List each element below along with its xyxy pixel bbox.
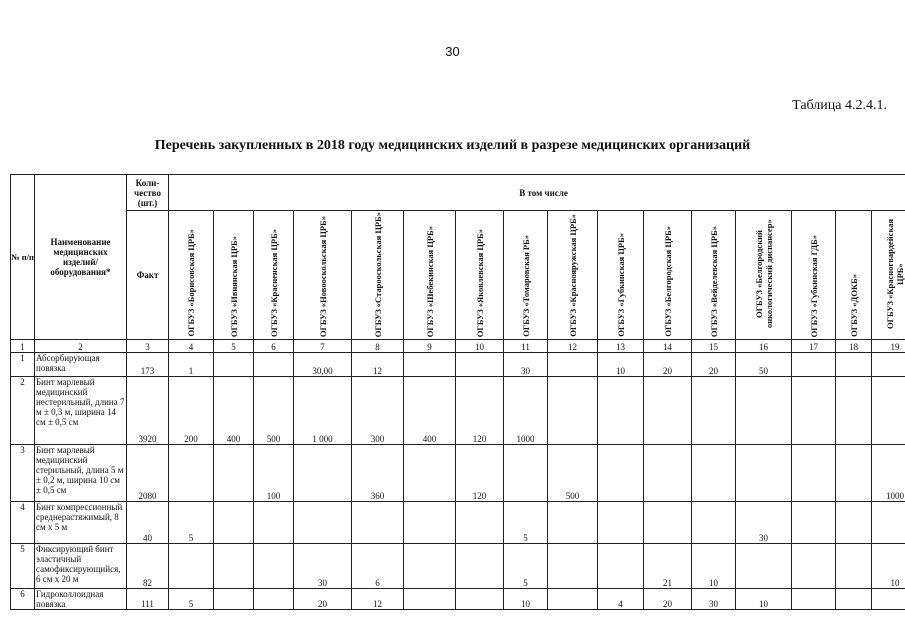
col-index: 7 [294, 340, 352, 353]
org-value-cell [644, 502, 692, 544]
org-value-cell: 10 [504, 589, 548, 610]
row-number-cell: 4 [11, 502, 35, 544]
org-header: ОГБУЗ «Белгородский онкологический диспансер» [736, 211, 792, 340]
org-header: ОГБУЗ «Красногвардейская ЦРБ» [872, 211, 905, 340]
org-value-cell: 20 [692, 353, 736, 377]
col-index: 14 [644, 340, 692, 353]
col-index: 4 [169, 340, 214, 353]
org-header: ОГБУЗ «Новооскольская ЦРБ» [294, 211, 352, 340]
row-number-cell: 1 [11, 353, 35, 377]
column-index-row [11, 340, 905, 353]
fact-cell: 111 [127, 589, 169, 610]
table-row [11, 502, 905, 544]
col-index: 5 [214, 340, 254, 353]
org-value-cell [836, 502, 872, 544]
org-value-cell [456, 502, 504, 544]
col-index: 2 [35, 340, 127, 353]
org-header: ОГБУЗ «Старооскольская ЦРБ» [352, 211, 404, 340]
table-row [11, 377, 905, 445]
org-value-cell: 30 [692, 589, 736, 610]
org-value-cell: 12 [352, 353, 404, 377]
org-header: ОГБУЗ «ДОКБ» [836, 211, 872, 340]
org-value-cell: 50 [736, 353, 792, 377]
org-value-cell: 300 [352, 377, 404, 445]
org-value-cell [644, 377, 692, 445]
org-value-cell: 1 000 [294, 377, 352, 445]
org-value-cell [692, 377, 736, 445]
row-number-cell: 5 [11, 544, 35, 589]
org-value-cell: 4 [598, 589, 644, 610]
fact-cell: 40 [127, 502, 169, 544]
row-number-cell: 6 [11, 589, 35, 610]
procurement-table [10, 174, 905, 610]
org-value-cell [736, 544, 792, 589]
org-value-cell [548, 589, 598, 610]
org-value-cell: 5 [504, 544, 548, 589]
org-value-cell [836, 445, 872, 502]
org-value-cell [598, 377, 644, 445]
org-value-cell [404, 589, 456, 610]
row-number-cell: 2 [11, 377, 35, 445]
org-header: ОГБУЗ «Яковлевская ЦРБ» [456, 211, 504, 340]
org-value-cell: 400 [214, 377, 254, 445]
org-value-cell [644, 445, 692, 502]
org-value-cell [169, 445, 214, 502]
org-value-cell: 5 [169, 502, 214, 544]
org-value-cell [404, 544, 456, 589]
header-qty: Коли-чество (шт.) [127, 175, 169, 211]
org-value-cell [792, 544, 836, 589]
org-value-cell [214, 544, 254, 589]
table-row [11, 544, 905, 589]
org-value-cell: 500 [548, 445, 598, 502]
org-header: ОГБУЗ «Вейделевская ЦРБ» [692, 211, 736, 340]
org-value-cell [872, 353, 905, 377]
col-index: 6 [254, 340, 294, 353]
col-index: 1 [11, 340, 35, 353]
col-index: 9 [404, 340, 456, 353]
org-value-cell [294, 502, 352, 544]
org-value-cell [792, 445, 836, 502]
header-num: № п/п [11, 175, 35, 340]
org-value-cell [872, 377, 905, 445]
org-value-cell [736, 377, 792, 445]
org-value-cell [294, 445, 352, 502]
org-value-cell [548, 502, 598, 544]
page-number: 30 [445, 44, 460, 59]
org-value-cell [872, 502, 905, 544]
header-in-total: В том числе [169, 175, 905, 211]
org-value-cell [598, 502, 644, 544]
org-value-cell: 120 [456, 445, 504, 502]
org-value-cell: 30 [736, 502, 792, 544]
col-index: 12 [548, 340, 598, 353]
col-index: 15 [692, 340, 736, 353]
org-value-cell: 10 [872, 544, 905, 589]
org-value-cell [169, 544, 214, 589]
item-name-cell: Бинт марлевый медицинский нестерильный, длина 7 м ± 0,3 м, ширина 14 см ± 0,5 см [35, 377, 127, 445]
org-value-cell: 10 [736, 589, 792, 610]
document-title: Перечень закупленных в 2018 году медицинских изделий в разрезе медицинских организаций [154, 138, 751, 153]
org-value-cell: 5 [504, 502, 548, 544]
org-value-cell [214, 353, 254, 377]
col-index: 16 [736, 340, 792, 353]
table-body [11, 340, 905, 610]
org-value-cell [836, 353, 872, 377]
org-value-cell: 20 [644, 589, 692, 610]
org-value-cell: 1000 [504, 377, 548, 445]
org-value-cell: 1 [169, 353, 214, 377]
org-header: ОГБУЗ «Шебекинская ЦРБ» [404, 211, 456, 340]
org-value-cell [836, 589, 872, 610]
org-value-cell [456, 589, 504, 610]
item-name-cell: Абсорбирующая повязка [35, 353, 127, 377]
col-index: 13 [598, 340, 644, 353]
org-header: ОГБУЗ «Белгородская ЦРБ» [644, 211, 692, 340]
table-row [11, 353, 905, 377]
org-value-cell: 1000 [872, 445, 905, 502]
org-value-cell: 120 [456, 377, 504, 445]
item-name-cell: Гидроколлоидная повязка [35, 589, 127, 610]
col-index: 3 [127, 340, 169, 353]
fact-cell: 173 [127, 353, 169, 377]
org-value-cell [548, 544, 598, 589]
org-value-cell [404, 502, 456, 544]
org-value-cell [872, 589, 905, 610]
org-value-cell [254, 589, 294, 610]
org-value-cell [836, 377, 872, 445]
org-value-cell [254, 353, 294, 377]
org-value-cell [792, 502, 836, 544]
org-value-cell: 6 [352, 544, 404, 589]
org-value-cell [792, 377, 836, 445]
table-label: Таблица 4.2.4.1. [792, 98, 887, 113]
org-header: ОГБУЗ «Ивнянская ЦРБ» [214, 211, 254, 340]
org-value-cell: 360 [352, 445, 404, 502]
org-value-cell [404, 445, 456, 502]
org-value-cell [692, 445, 736, 502]
org-value-cell: 30,00 [294, 353, 352, 377]
fact-cell: 82 [127, 544, 169, 589]
item-name-cell: Бинт компрессионный среднерастяжимый, 8 см х 5 м [35, 502, 127, 544]
org-value-cell: 5 [169, 589, 214, 610]
org-value-cell: 30 [504, 353, 548, 377]
org-value-cell: 10 [692, 544, 736, 589]
org-value-cell [598, 445, 644, 502]
org-header: ОГБУЗ «Краснояружская ЦРБ» [548, 211, 598, 340]
org-header: ОГБУЗ «Томаровская РБ» [504, 211, 548, 340]
col-index: 17 [792, 340, 836, 353]
org-value-cell: 20 [294, 589, 352, 610]
org-value-cell [836, 544, 872, 589]
org-value-cell: 10 [598, 353, 644, 377]
col-index: 19 [872, 340, 905, 353]
org-value-cell [214, 589, 254, 610]
org-value-cell: 30 [294, 544, 352, 589]
org-value-cell: 12 [352, 589, 404, 610]
org-value-cell [352, 502, 404, 544]
row-number-cell: 3 [11, 445, 35, 502]
org-value-cell: 21 [644, 544, 692, 589]
org-value-cell [404, 353, 456, 377]
col-index: 8 [352, 340, 404, 353]
org-value-cell: 500 [254, 377, 294, 445]
org-header: ОГБУЗ «Борисовская ЦРБ» [169, 211, 214, 340]
org-value-cell [548, 377, 598, 445]
item-name-cell: Бинт марлевый медицинский стерильный, длина 5 м ± 0,2 м, ширина 10 см ± 0,5 см [35, 445, 127, 502]
org-value-cell [254, 544, 294, 589]
col-index: 18 [836, 340, 872, 353]
fact-cell: 3920 [127, 377, 169, 445]
org-value-cell [598, 544, 644, 589]
org-value-cell [736, 445, 792, 502]
org-value-cell: 200 [169, 377, 214, 445]
org-value-cell: 400 [404, 377, 456, 445]
org-value-cell [504, 445, 548, 502]
table-row [11, 445, 905, 502]
org-value-cell [214, 445, 254, 502]
org-value-cell [548, 353, 598, 377]
org-value-cell: 100 [254, 445, 294, 502]
org-header: ОГБУЗ «Губкинская ГДБ» [792, 211, 836, 340]
org-value-cell [456, 544, 504, 589]
org-value-cell [214, 502, 254, 544]
fact-cell: 2080 [127, 445, 169, 502]
org-value-cell [456, 353, 504, 377]
table-row [11, 589, 905, 610]
org-value-cell [254, 502, 294, 544]
org-value-cell [792, 589, 836, 610]
org-value-cell [692, 502, 736, 544]
header-name: Наименование медицинских изделий/ оборудования* [35, 175, 127, 340]
org-value-cell: 20 [644, 353, 692, 377]
item-name-cell: Фиксирующий бинт эластичный самофиксирующийся, 6 см х 20 м [35, 544, 127, 589]
col-index: 11 [504, 340, 548, 353]
header-fact: Факт [127, 211, 169, 340]
org-value-cell [792, 353, 836, 377]
col-index: 10 [456, 340, 504, 353]
org-header: ОГБУЗ «Губкинская ЦРБ» [598, 211, 644, 340]
org-header: ОГБУЗ «Красненская ЦРБ» [254, 211, 294, 340]
